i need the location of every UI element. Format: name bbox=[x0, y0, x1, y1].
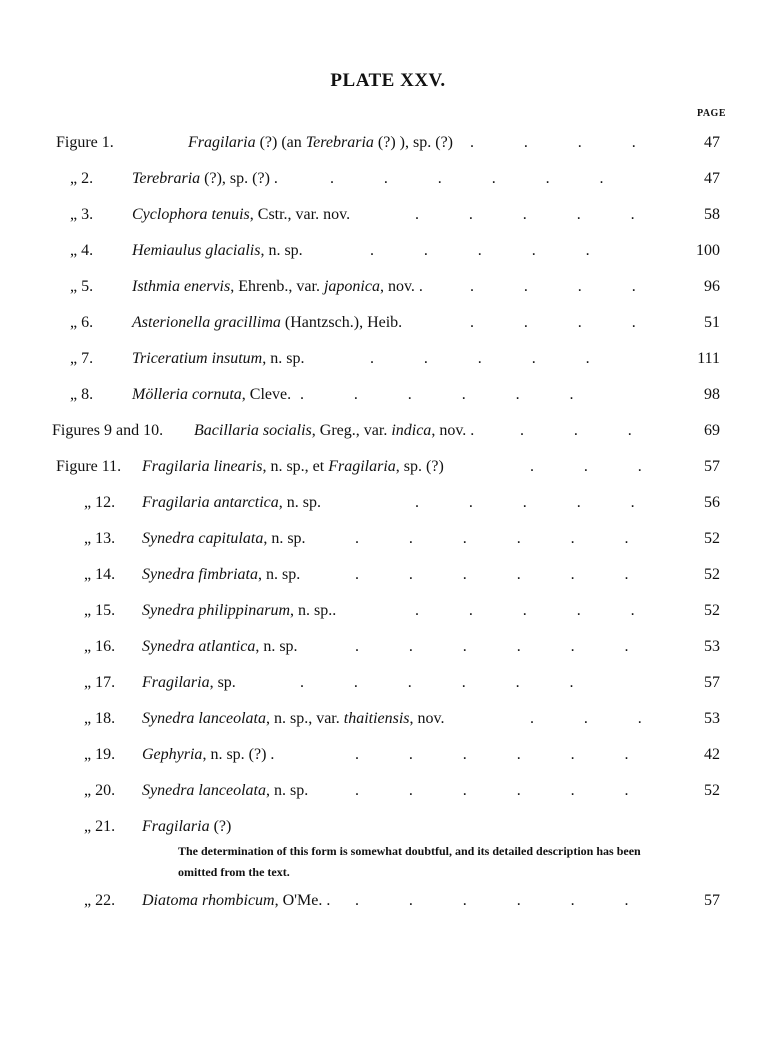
figure-label: „ 5. bbox=[70, 278, 94, 295]
figure-description bbox=[132, 382, 291, 408]
description-text: , nov. bbox=[409, 710, 445, 727]
description-text: , sp. bbox=[209, 674, 236, 691]
description-text: , nov. . bbox=[379, 278, 423, 295]
figure-label: „ 18. bbox=[84, 710, 116, 727]
figure-entry bbox=[0, 778, 776, 804]
leader-dots: . . . . . bbox=[415, 494, 636, 511]
figure-description bbox=[142, 778, 308, 804]
description-text: , n. sp.. bbox=[290, 602, 337, 619]
taxon-name: Terebraria bbox=[305, 134, 374, 151]
figure-entry bbox=[0, 706, 776, 732]
description-text: , Greg., var. bbox=[311, 422, 392, 439]
leader-dots: . . . . bbox=[470, 314, 637, 331]
page-number: 96 bbox=[704, 278, 720, 295]
figure-description bbox=[132, 274, 423, 300]
description-text: (?) bbox=[209, 818, 232, 835]
taxon-name: thaitiensis bbox=[343, 710, 410, 727]
leader-dots: . . . . . . bbox=[355, 782, 630, 799]
figure-entry bbox=[0, 310, 776, 336]
figure-description bbox=[142, 526, 306, 552]
leader-dots: . . . . . . bbox=[355, 746, 630, 763]
leader-dots: . . . . . . bbox=[300, 386, 575, 403]
leader-dots: . . . . . bbox=[415, 206, 636, 223]
leader-dots: . . . . bbox=[470, 134, 637, 151]
page-number: 52 bbox=[704, 530, 720, 547]
figure-label: „ 8. bbox=[70, 386, 94, 403]
description-text: , n. sp. bbox=[278, 494, 321, 511]
figure-label: „ 20. bbox=[84, 782, 116, 799]
taxon-name: Gephyria bbox=[142, 746, 203, 763]
description-text: , n. sp. bbox=[260, 242, 303, 259]
taxon-name: indica bbox=[391, 422, 432, 439]
page-number: 52 bbox=[704, 782, 720, 799]
figure-label: „ 6. bbox=[70, 314, 94, 331]
taxon-name: Triceratium insutum bbox=[132, 350, 263, 367]
figure-description bbox=[188, 130, 453, 156]
taxon-name: Fragilaria bbox=[142, 674, 210, 691]
figure-entry bbox=[0, 598, 776, 624]
leader-dots: . . . bbox=[530, 458, 643, 475]
page-number: 47 bbox=[704, 134, 720, 151]
figure-entry bbox=[0, 166, 776, 192]
figure-entry bbox=[0, 238, 776, 264]
description-text: , n. sp., var. bbox=[265, 710, 344, 727]
leader-dots: . . . . . bbox=[370, 242, 591, 259]
taxon-name: Fragilaria linearis bbox=[142, 458, 263, 475]
taxon-name: japonica bbox=[323, 278, 380, 295]
leader-dots: . . . . . . bbox=[300, 674, 575, 691]
leader-dots: . . . . . bbox=[370, 350, 591, 367]
leader-dots: . . . . . bbox=[415, 602, 636, 619]
description-text: , n. sp. bbox=[263, 530, 306, 547]
figure-description bbox=[142, 562, 300, 588]
plate-title: PLATE XXV. bbox=[330, 70, 446, 91]
figure-description bbox=[142, 598, 336, 624]
figure-label: Figures 9 and 10. bbox=[52, 422, 164, 439]
description-text: , n. sp. bbox=[262, 350, 305, 367]
figure-description bbox=[142, 706, 445, 732]
figure-description bbox=[142, 742, 274, 768]
figure-entry bbox=[0, 382, 776, 408]
figure-entry bbox=[0, 418, 776, 444]
page-number: 53 bbox=[704, 638, 720, 655]
page-number: 58 bbox=[704, 206, 720, 223]
taxon-name: Diatoma rhombicum bbox=[142, 892, 275, 909]
figure-entry bbox=[0, 562, 776, 588]
figure-description bbox=[142, 888, 330, 914]
page-number: 52 bbox=[704, 602, 720, 619]
figure-entry bbox=[0, 274, 776, 300]
taxon-name: Synedra capitulata bbox=[142, 530, 264, 547]
figure-label: „ 3. bbox=[70, 206, 94, 223]
page-number: 100 bbox=[696, 242, 720, 259]
taxon-name: Cyclophora tenuis bbox=[132, 206, 250, 223]
figure-label: „ 17. bbox=[84, 674, 116, 691]
figure-entry bbox=[0, 454, 776, 480]
figure-label: „ 19. bbox=[84, 746, 116, 763]
taxon-name: Asterionella gracillima bbox=[132, 314, 281, 331]
figure-label: „ 22. bbox=[84, 892, 116, 909]
leader-dots: . . . . . . bbox=[330, 170, 605, 187]
figure-description bbox=[142, 670, 236, 696]
figure-21-note: The determination of this form is somewhat doubtful, and its detailed description has been omitted from the text. bbox=[178, 844, 641, 879]
taxon-name: Fragilaria bbox=[142, 818, 210, 835]
figure-description bbox=[132, 202, 350, 228]
figure-label: „ 16. bbox=[84, 638, 116, 655]
description-text: (?) (an bbox=[255, 134, 306, 151]
figure-entry bbox=[0, 490, 776, 516]
figure-description bbox=[142, 490, 321, 516]
leader-dots: . . . . . . bbox=[355, 892, 630, 909]
figure-entry bbox=[0, 346, 776, 372]
page-number: 51 bbox=[704, 314, 720, 331]
figure-label: „ 14. bbox=[84, 566, 116, 583]
page-number: 57 bbox=[704, 892, 720, 909]
leader-dots: . . . bbox=[520, 422, 633, 439]
figure-description bbox=[132, 166, 278, 192]
description-text: , Cstr., var. nov. bbox=[249, 206, 351, 223]
figure-label: Figure 11. bbox=[56, 458, 122, 475]
description-text: , n. sp. bbox=[265, 782, 309, 799]
description-text: (Hantzsch.), Heib. bbox=[280, 314, 403, 331]
leader-dots: . . . . . . bbox=[355, 530, 630, 547]
figure-label: „ 15. bbox=[84, 602, 116, 619]
taxon-name: Bacillaria socialis bbox=[194, 422, 312, 439]
taxon-name: Fragilaria bbox=[188, 134, 256, 151]
page-number: 98 bbox=[704, 386, 720, 403]
description-text: , nov. . bbox=[431, 422, 475, 439]
figure-description bbox=[132, 310, 402, 336]
description-text: , Ehrenb., var. bbox=[230, 278, 324, 295]
page-number: 57 bbox=[704, 674, 720, 691]
leader-dots: . . . . bbox=[470, 278, 637, 295]
description-text: (?) ), sp. (?) bbox=[373, 134, 453, 151]
page-number: 56 bbox=[704, 494, 720, 511]
figure-description bbox=[132, 238, 303, 264]
description-text: , n. sp. (?) . bbox=[202, 746, 275, 763]
page-number: 111 bbox=[697, 350, 720, 367]
description-text: , n. sp. bbox=[258, 566, 301, 583]
figure-entry bbox=[0, 888, 776, 914]
page-number: 57 bbox=[704, 458, 720, 475]
figure-label: „ 4. bbox=[70, 242, 94, 259]
figure-entry bbox=[0, 526, 776, 552]
description-text: , Cleve. bbox=[241, 386, 292, 403]
taxon-name: Synedra atlantica bbox=[142, 638, 256, 655]
figure-entry bbox=[0, 130, 776, 156]
page-number: 52 bbox=[704, 566, 720, 583]
taxon-name: Synedra fimbriata bbox=[142, 566, 258, 583]
figure-label: „ 7. bbox=[70, 350, 94, 367]
page-number: 69 bbox=[704, 422, 720, 439]
taxon-name: Fragilaria antarctica bbox=[142, 494, 279, 511]
taxon-name: Hemiaulus glacialis bbox=[132, 242, 261, 259]
page-number: 42 bbox=[704, 746, 720, 763]
description-text: (?), sp. (?) . bbox=[200, 170, 278, 187]
description-text: , O'Me. . bbox=[274, 892, 331, 909]
figure-description bbox=[142, 634, 298, 660]
description-text: , n. sp., et bbox=[262, 458, 329, 475]
figure-entry bbox=[0, 634, 776, 660]
taxon-name: Fragilaria bbox=[328, 458, 396, 475]
description-text: , sp. (?) bbox=[395, 458, 444, 475]
figure-label: „ 12. bbox=[84, 494, 116, 511]
figure-label: „ 13. bbox=[84, 530, 116, 547]
leader-dots: . . . bbox=[530, 710, 643, 727]
figure-entry bbox=[0, 202, 776, 228]
taxon-name: Synedra lanceolata bbox=[142, 710, 266, 727]
taxon-name: Synedra lanceolata bbox=[142, 782, 266, 799]
taxon-name: Terebraria bbox=[132, 170, 201, 187]
figure-label: Figure 1. bbox=[56, 134, 114, 151]
figure-description bbox=[142, 454, 444, 480]
figure-description bbox=[142, 814, 231, 840]
figure-entry bbox=[0, 670, 776, 696]
figure-label: „ 21. bbox=[84, 818, 116, 835]
leader-dots: . . . . . . bbox=[355, 638, 630, 655]
taxon-name: Synedra philippinarum bbox=[142, 602, 290, 619]
figure-label: „ 2. bbox=[70, 170, 94, 187]
figure-description bbox=[132, 346, 304, 372]
page-number: 47 bbox=[704, 170, 720, 187]
description-text: , n. sp. bbox=[255, 638, 298, 655]
leader-dots: . . . . . . bbox=[355, 566, 630, 583]
figure-description bbox=[194, 418, 474, 444]
figure-entry bbox=[0, 814, 776, 840]
page-column-header: PAGE bbox=[696, 108, 726, 119]
figure-entry bbox=[0, 742, 776, 768]
taxon-name: Isthmia enervis bbox=[132, 278, 231, 295]
taxon-name: Mölleria cornuta bbox=[132, 386, 242, 403]
page-number: 53 bbox=[704, 710, 720, 727]
